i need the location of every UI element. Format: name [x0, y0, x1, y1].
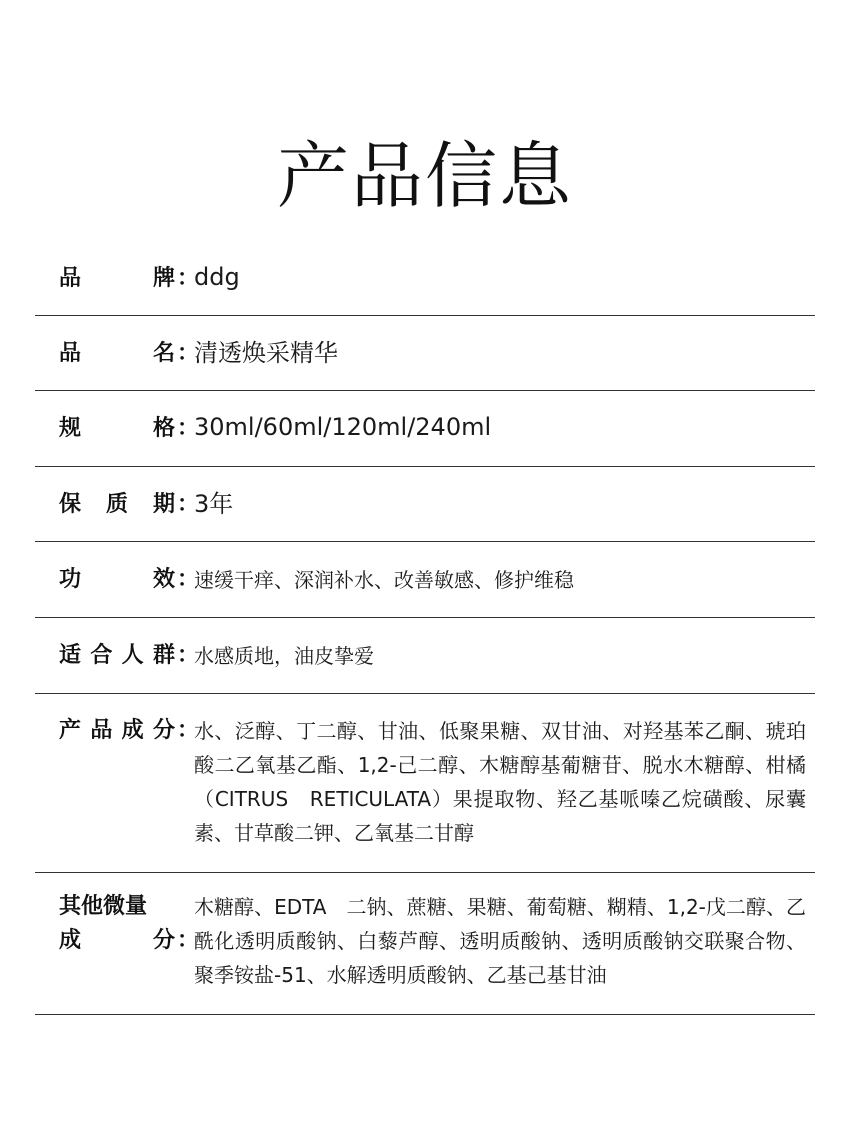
value-brand: ddg [194, 263, 240, 291]
value-product-name: 清透焕采精华 [194, 339, 338, 367]
label-char: 分 [152, 928, 175, 953]
label-char: 期 [152, 492, 175, 517]
label-char: 产 [59, 718, 82, 743]
label-char: 效 [152, 567, 175, 592]
label-trace-ingredients [59, 890, 175, 958]
value-efficacy: 速缓干痒、深润补水、改善敏感、修护维稳 [194, 568, 574, 592]
label-char: 成 [121, 718, 144, 743]
row-suitable-for [35, 618, 815, 694]
label-char: 人 [121, 643, 144, 668]
label-colon: ： [177, 928, 200, 953]
label-colon: ： [177, 341, 200, 366]
label-colon: ： [177, 416, 200, 441]
label-spec [59, 412, 175, 446]
label-char: 牌 [152, 266, 175, 291]
label-colon: ： [177, 643, 200, 668]
row-efficacy [35, 542, 815, 618]
label-char: 适 [59, 643, 82, 668]
row-ingredients [35, 694, 815, 873]
page-title: 产品信息 [276, 134, 573, 219]
label-char: 格 [152, 416, 175, 441]
label-colon: ： [177, 266, 200, 291]
label-char: 保 [59, 492, 82, 517]
label-char: 功 [59, 567, 82, 592]
row-spec [35, 391, 815, 467]
product-info-table [35, 240, 815, 1015]
value-shelf-life: 3年 [194, 490, 234, 518]
label-shelf-life [59, 488, 175, 522]
label-line-1: 其他微量 [59, 894, 148, 919]
label-ingredients [59, 714, 175, 748]
label-suitable-for [59, 639, 175, 673]
row-shelf-life [35, 467, 815, 542]
value-ingredients: 水、泛醇、丁二醇、甘油、低聚果糖、双甘油、对羟基苯乙酮、琥珀酸二乙氧基乙酯、1,2-己二醇、木糖醇基葡糖苷、脱水木糖醇、柑橘（CITRUS RETICULATA）果提取物、羟乙基哌嗪乙烷磺酸、尿囊素、甘草酸二钾、乙氧基二甘醇 [194, 719, 806, 845]
label-char: 品 [59, 341, 82, 366]
label-char: 成 [59, 928, 82, 953]
label-char: 名 [152, 341, 175, 366]
row-brand [35, 240, 815, 316]
label-char: 规 [59, 416, 82, 441]
value-suitable-for: 水感质地，油皮挚爱 [194, 644, 374, 668]
label-char: 群 [152, 643, 175, 668]
label-colon: ： [177, 492, 200, 517]
label-efficacy [59, 563, 175, 597]
row-product-name [35, 316, 815, 391]
label-char: 质 [105, 492, 128, 517]
value-spec: 30ml/60ml/120ml/240ml [194, 413, 492, 441]
label-colon: ： [177, 567, 200, 592]
label-colon: ： [177, 718, 200, 743]
label-char: 品 [59, 266, 82, 291]
value-trace-ingredients: 木糖醇、EDTA 二钠、蔗糖、果糖、葡萄糖、糊精、1,2-戊二醇、乙酰化透明质酸钠、白藜芦醇、透明质酸钠、透明质酸钠交联聚合物、聚季铵盐-51、水解透明质酸钠、乙基己基甘油 [194, 895, 806, 987]
label-product-name [59, 337, 175, 371]
label-brand [59, 262, 175, 296]
label-char: 合 [90, 643, 113, 668]
label-char: 品 [90, 718, 113, 743]
label-char: 分 [152, 718, 175, 743]
row-trace-ingredients [35, 873, 815, 1015]
